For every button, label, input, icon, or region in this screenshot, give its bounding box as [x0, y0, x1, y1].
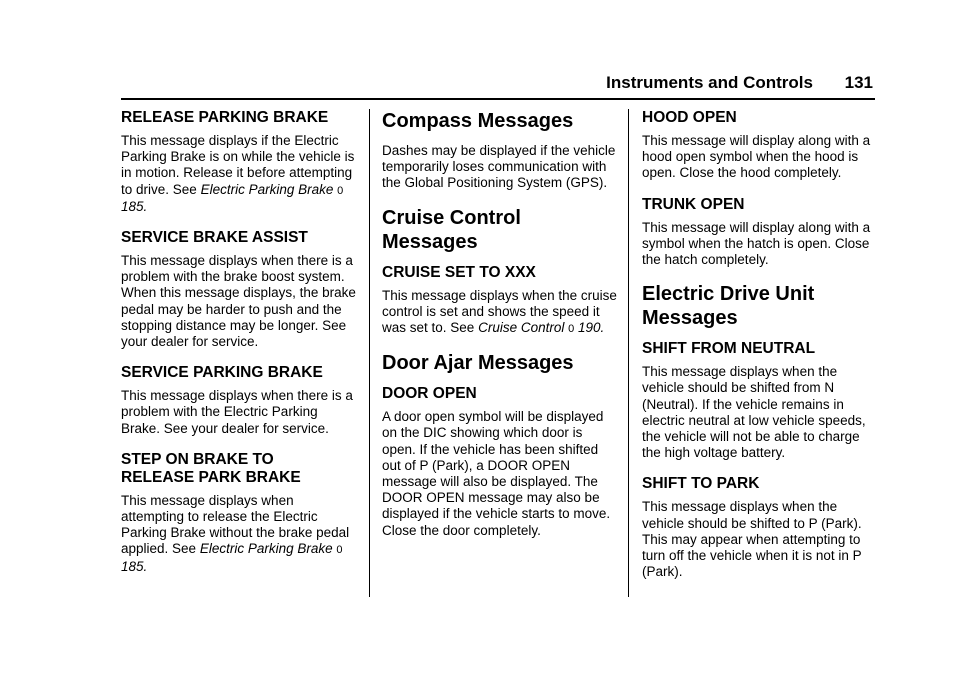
paragraph-shift-from-neutral: This message displays when the vehicle should be shifted from N (Neutral). If the vehicle remains in electric neutral at low vehicle speeds, the vehicle will not be able to charge the high voltage battery.	[642, 364, 866, 461]
paragraph-release-parking-brake: This message displays if the Electric Parking Brake is on while the vehicle is in motion. Release it before attempting to drive. See Electric Parking Brake 0 185.	[121, 133, 355, 214]
paragraph-shift-to-park: This message displays when the vehicle should be shifted to P (Park). This may appear when attempting to turn off the vehicle when it is not in P (Park).	[642, 499, 862, 580]
paragraph-cruise-set: This message displays when the cruise control is set and shows the speed it was set to. See Cruise Control 0 190.	[382, 287, 617, 336]
page-header	[121, 73, 873, 97]
heading-compass-messages: Compass Messages	[382, 110, 574, 132]
heading-electric-drive-unit-messages: Electric Drive Unit Messages	[642, 283, 815, 330]
heading-door-ajar-messages: Door Ajar Messages	[382, 352, 574, 375]
header-divider	[121, 98, 875, 100]
column-divider	[628, 109, 629, 597]
heading-step-on-brake: STEP ON BRAKE TO RELEASE PARK BRAKE	[121, 450, 301, 486]
column-left	[121, 109, 357, 589]
heading-service-parking-brake: SERVICE PARKING BRAKE	[121, 364, 323, 382]
paragraph-compass: Dashes may be displayed if the vehicle temporarily loses communication with the Global Positioning System (GPS).	[382, 143, 616, 191]
page-ref-arrow-icon: 0	[336, 544, 343, 557]
heading-cruise-control-messages: Cruise Control Messages	[382, 206, 521, 253]
heading-cruise-set: CRUISE SET TO XXX	[382, 263, 536, 281]
paragraph-trunk-open: This message will display along with a symbol when the hatch is open. Close the hatch completely.	[642, 219, 871, 268]
page-ref[interactable]: 185	[121, 198, 144, 214]
paragraph-door-open: A door open symbol will be displayed on the DIC showing which door is open. If the vehicle has been shifted out of P (Park), a DOOR OPEN message will also be displayed. The DOOR OPEN message may also be displayed if the vehicle starts to move. Close the door completely.	[382, 409, 611, 538]
column-divider	[369, 109, 370, 597]
heading-shift-from-neutral: SHIFT FROM NEUTRAL	[642, 340, 816, 358]
column-middle	[382, 109, 618, 553]
page-ref[interactable]: 190	[578, 320, 601, 336]
paragraph-service-brake-assist: This message displays when there is a problem with the brake boost system. When this message displays, the brake pedal may be harder to push and the stopping distance may be longer. See your dealer for service.	[121, 253, 356, 350]
paragraph-step-on-brake: This message displays when attempting to release the Electric Parking Brake without the brake pedal applied. See Electric Parking Brake 0 185.	[121, 492, 350, 574]
paragraph-service-parking-brake: This message displays when there is a problem with the Electric Parking Brake. See your dealer for service.	[121, 388, 353, 436]
heading-service-brake-assist: SERVICE BRAKE ASSIST	[121, 229, 308, 247]
link-electric-parking-brake[interactable]: Electric Parking Brake	[200, 181, 334, 197]
page-ref[interactable]: 185	[121, 558, 144, 574]
heading-hood-open: HOOD OPEN	[642, 109, 737, 126]
heading-trunk-open: TRUNK OPEN	[642, 195, 745, 213]
page-ref-arrow-icon: 0	[568, 323, 575, 336]
heading-shift-to-park: SHIFT TO PARK	[642, 475, 760, 493]
page-number: 131	[844, 73, 873, 92]
column-right	[642, 109, 878, 594]
link-cruise-control[interactable]: Cruise Control	[478, 320, 565, 336]
section-title: Instruments and Controls	[606, 73, 813, 92]
heading-door-open: DOOR OPEN	[382, 385, 477, 403]
paragraph-hood-open: This message will display along with a hood open symbol when the hood is open. Close the hood completely.	[642, 133, 871, 181]
link-electric-parking-brake[interactable]: Electric Parking Brake	[199, 541, 333, 557]
heading-release-parking-brake: RELEASE PARKING BRAKE	[121, 109, 329, 126]
page-ref-arrow-icon: 0	[337, 184, 344, 197]
